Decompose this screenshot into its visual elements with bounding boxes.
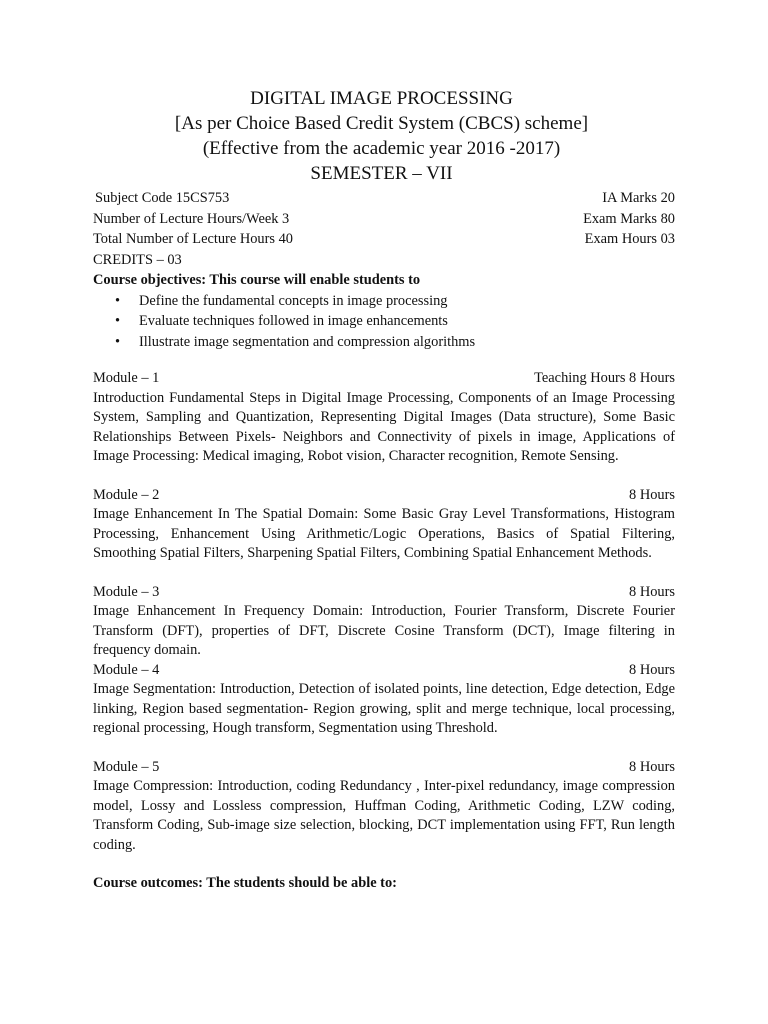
exam-marks: Exam Marks 80 <box>583 210 675 227</box>
module-header <box>93 583 675 603</box>
total-lecture-hours: Total Number of Lecture Hours 40 <box>93 231 293 247</box>
module-content: Image Compression: Introduction, coding Redundancy , Inter-pixel redundancy, image compression model, Lossy and Lossless compression, Huffman Coding, Arithmetic Coding, LZW coding, Transform Coding, Sub-image size selection, blocking, DCT implementation using FFT, Run length coding. <box>93 778 675 853</box>
module-title: Module – 2 <box>93 486 160 503</box>
module-header <box>93 758 675 778</box>
module-header <box>93 486 675 506</box>
semester-line: SEMESTER – VII <box>310 163 453 184</box>
effective-line: (Effective from the academic year 2016 -2017) <box>202 138 561 159</box>
meta-row <box>93 229 675 250</box>
module-content: Introduction Fundamental Steps in Digital Image Processing, Components of an Image Processing System, Sampling and Quantization, Representing Digital Images (Data structure), Some Basic Relationships Between Pixels- Neighbors and Connectivity of pixels in image, Applications of Image Processing: Medical imaging, Robot vision, Character recognition, Remote Sensing. <box>93 389 675 464</box>
bullet-icon: • <box>115 292 121 309</box>
module-2 <box>93 486 675 564</box>
outcomes-heading: Course outcomes: The students should be able to: <box>93 875 397 891</box>
scheme-line: [As per Choice Based Credit System (CBCS) scheme] <box>174 113 589 134</box>
title-block <box>88 86 675 186</box>
syllabus-page <box>93 86 675 894</box>
module-hours: Teaching Hours 8 Hours <box>534 370 675 386</box>
module-title: Module – 1 <box>93 370 160 386</box>
module-hours: 8 Hours <box>629 758 675 775</box>
module-header <box>93 661 675 681</box>
module-title: Module – 4 <box>93 661 160 678</box>
module-content: Image Segmentation: Introduction, Detection of isolated points, line detection, Edge detection, Edge linking, Region based segmentation- Region growing, split and merge technique, local processing, regional processing, Hough transform, Segmentation using Threshold. <box>93 681 675 736</box>
module-title: Module – 3 <box>93 583 160 600</box>
module-5 <box>93 758 675 856</box>
credits: CREDITS – 03 <box>93 251 182 268</box>
meta-row <box>93 209 675 230</box>
module-content: Image Enhancement In The Spatial Domain: Some Basic Gray Level Transformations, Histogram Processing, Enhancement Using Arithmetic/Logic Operations, Basics of Spatial Filtering, Smoothing Spatial Filters, Sharpening Spatial Filters, Combining Spatial Enhancement Methods. <box>93 506 675 561</box>
module-hours: 8 Hours <box>629 486 675 503</box>
course-title: DIGITAL IMAGE PROCESSING <box>250 88 513 109</box>
bullet-icon: • <box>115 333 121 350</box>
list-item <box>93 332 675 353</box>
module-header <box>93 369 675 389</box>
module-title: Module – 5 <box>93 758 160 775</box>
ia-marks: IA Marks 20 <box>602 190 675 206</box>
objective-text: Evaluate techniques followed in image enhancements <box>139 313 448 329</box>
module-3 <box>93 583 675 661</box>
list-item <box>93 311 675 332</box>
exam-hours: Exam Hours 03 <box>584 231 675 247</box>
bullet-icon: • <box>115 313 121 329</box>
course-meta <box>93 188 675 270</box>
module-content: Image Enhancement In Frequency Domain: Introduction, Fourier Transform, Discrete Fourier Transform (DFT), properties of DFT, Discrete Cosine Transform (DCT), Image filtering in frequency domain. <box>93 603 675 658</box>
meta-row <box>93 250 675 271</box>
objectives-list <box>93 291 675 353</box>
objective-text: Define the fundamental concepts in image processing <box>139 292 448 309</box>
meta-row <box>93 188 675 209</box>
objectives-heading: Course objectives: This course will enable students to <box>93 272 421 288</box>
objective-text: Illustrate image segmentation and compression algorithms <box>139 333 476 350</box>
module-4 <box>93 661 675 739</box>
module-hours: 8 Hours <box>629 583 675 600</box>
list-item <box>93 291 675 312</box>
lecture-hours-week: Number of Lecture Hours/Week 3 <box>93 210 290 227</box>
module-1 <box>93 369 675 467</box>
subject-code: Subject Code 15CS753 <box>95 190 230 206</box>
module-hours: 8 Hours <box>629 661 675 678</box>
